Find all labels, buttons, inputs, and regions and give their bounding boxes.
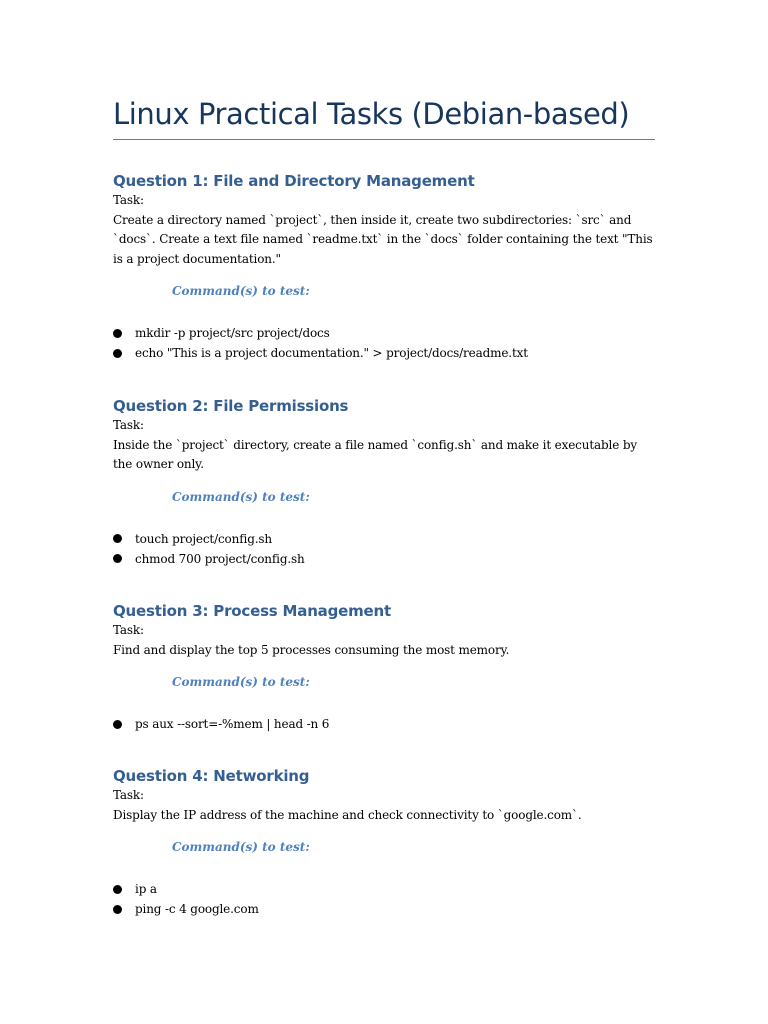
question-heading: Question 1: File and Directory Management (113, 172, 475, 190)
command-text: ip a (135, 882, 157, 896)
command-item (113, 899, 655, 919)
task-description: Find and display the top 5 processes consuming the most memory. (113, 642, 510, 657)
commands-label: Command(s) to test: (172, 489, 310, 504)
commands-label: Command(s) to test: (172, 840, 310, 854)
command-item (113, 343, 655, 363)
question-heading: Question 2: File Permissions (113, 397, 349, 415)
question-section-3 (113, 601, 655, 734)
command-text: mkdir -p project/src project/docs (135, 326, 330, 340)
command-list (113, 879, 655, 919)
task-description: Display the IP address of the machine and check connectivity to `google.com`. (113, 807, 582, 822)
command-item (113, 529, 655, 549)
task-label: Task: (113, 418, 144, 432)
task-description: Create a directory named `project`, then inside it, create two subdirectories: `src` and `docs`. Create a text file named `readme.txt` in the `docs` folder containing the text "This is a project documentation." (113, 212, 653, 266)
bullet-icon (113, 720, 122, 729)
command-text: ps aux --sort=-%mem | head -n 6 (135, 717, 330, 731)
bullet-icon (113, 349, 122, 358)
command-list (113, 529, 655, 569)
bullet-icon (113, 534, 122, 543)
task-label: Task: (113, 193, 144, 207)
document-title: Linux Practical Tasks (Debian-based) (113, 97, 630, 131)
command-item (113, 549, 655, 569)
task-description: Inside the `project` directory, create a file named `config.sh` and make it executable by the owner only. (113, 437, 638, 471)
command-list (113, 323, 655, 363)
command-text: chmod 700 project/config.sh (135, 551, 305, 566)
command-text: touch project/config.sh (135, 531, 272, 546)
title-underline (113, 139, 655, 140)
question-heading: Question 4: Networking (113, 767, 310, 785)
question-section-1 (113, 171, 655, 363)
command-text: echo "This is a project documentation." > project/docs/readme.txt (135, 346, 528, 360)
command-item (113, 714, 655, 734)
bullet-icon (113, 554, 122, 563)
question-section-4 (113, 766, 655, 919)
bullet-icon (113, 329, 122, 338)
command-item (113, 879, 655, 899)
task-label: Task: (113, 623, 144, 637)
commands-label: Command(s) to test: (172, 284, 310, 298)
bullet-icon (113, 885, 122, 894)
question-section-2 (113, 396, 655, 569)
bullet-icon (113, 905, 122, 914)
task-label: Task: (113, 788, 144, 802)
command-list (113, 714, 655, 734)
commands-label: Command(s) to test: (172, 675, 310, 689)
question-heading: Question 3: Process Management (113, 602, 391, 620)
command-text: ping -c 4 google.com (135, 902, 259, 916)
command-item (113, 323, 655, 343)
